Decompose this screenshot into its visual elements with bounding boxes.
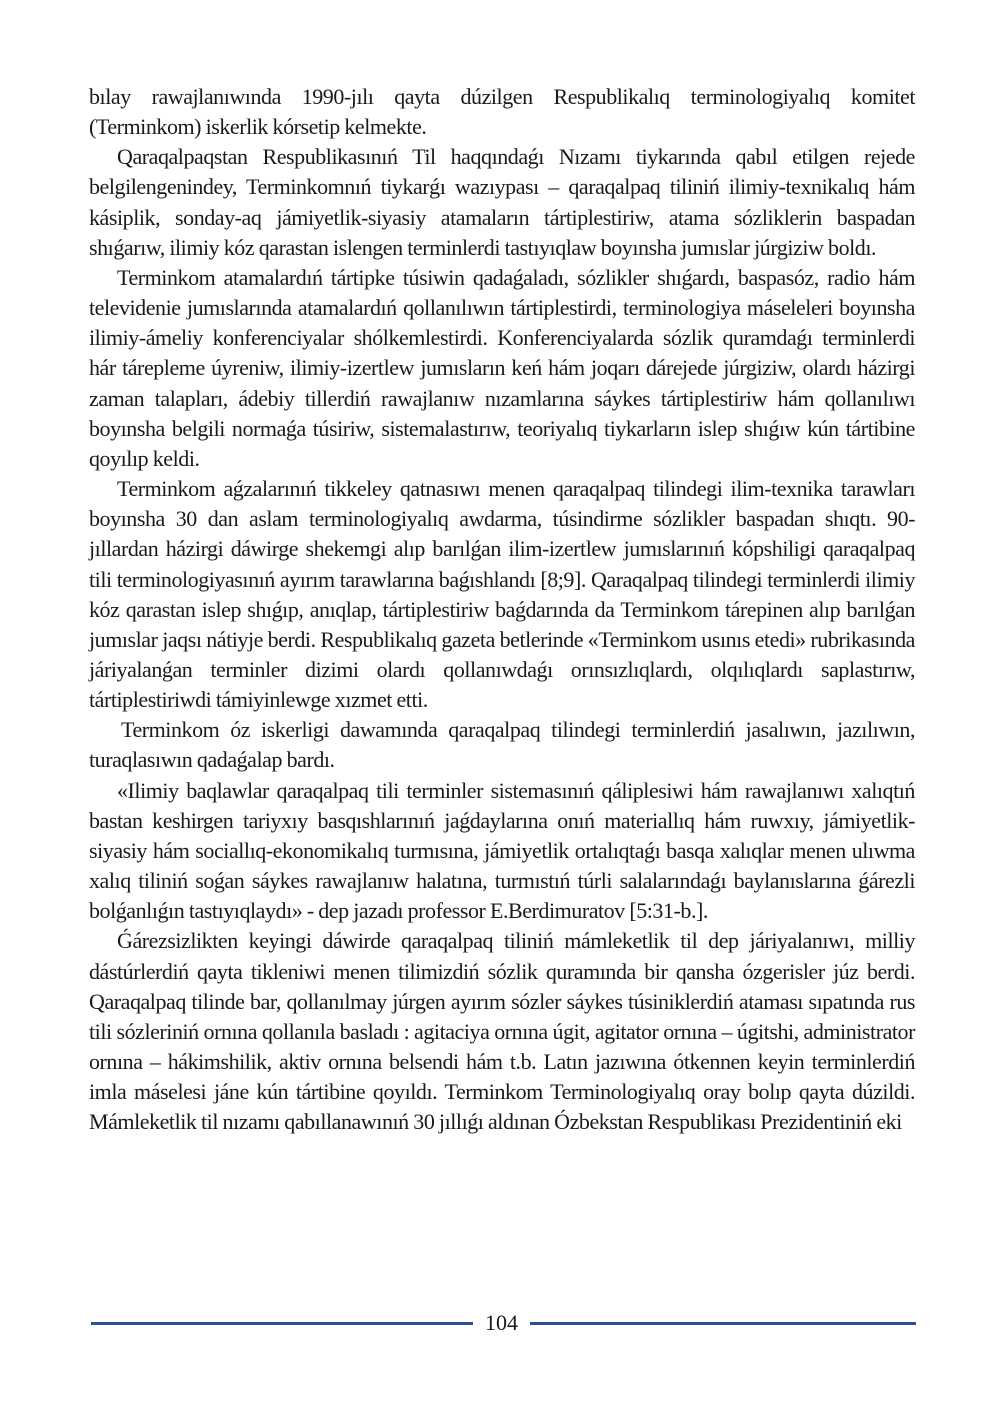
paragraph-terminkom-activities: Terminkom atamalardıń tártipke túsiwin qadaǵaladı, sózlikler shıǵardı, baspasóz, radio hám televidenie jumıslarında atamalardıń qollanılıwın tártiplestirdi, terminologiya máseleleri boyınsha ilimiy-ámeliy konferenciyalar shólkemlestirdi. Konferenciyalarda sózlik quramdaǵı terminlerdi hár tárepleme úyreniw, ilimiy-izertlew jumısların keń hám joqarı dárejede júrgiziw, olardı házirgi zaman talapları, ádebiy tillerdiń rawajlanıw nızamlarına sáykes tártiplestiriw hám qollanılıwı boyınsha belgili normaǵa túsiriw, sistemalastırıw, teoriyalıq tiykarların islep shıǵıw kún tártibine qoyılıp keldi.: [89, 264, 915, 471]
paragraph-independence: Ǵárezsizlikten keyingi dáwirde qaraqalpaq tiliniń mámleketlik til dep járiyalanıwı, milliy dástúrlerdiń qayta tikleniwi menen tilimizdiń sózlik quramında bir qansha ózgerisler júz berdi. Qaraqalpaq tilinde bar, qollanılmay júrgen ayırım sózler sáykes túsiniklerdiń ataması sıpatında rus tili sózleriniń ornına qollanıla basladı : agitaciya ornına úgit, agitator ornına – úgitshi, administrator ornına – hákimshilik, aktiv ornına belsendi hám t.b. Latın jazıwına ótkennen keyin terminlerdiń imla máselesi jáne kún tártibine qoyıldı. Terminkom Terminologiyalıq oray bolıp qayta dúzildi. Mámleketlik til nızamı qabıllanawınıń 30 jıllıǵı aldınan Ózbekstan Respublikası Prezidentiniń eki: [89, 928, 915, 1135]
paragraph-oversight: Terminkom óz iskerligi dawamında qaraqalpaq tilindegi terminlerdiń jasalıwın, jazılıwın, turaqlasıwın qadaǵalap bardı.: [89, 717, 915, 773]
paragraph-quote: «Ilimiy baqlawlar qaraqalpaq tili terminler sistemasınıń qáliplesiwi hám rawajlanıwı xalıqtıń bastan keshirgen tariyxıy basqıshlarınıń jaǵdaylarına onıń materiallıq hám ruwxıy, jámiyetlik-siyasiy hám sociallıq-ekonomikalıq turmısına, jámiyetlik ortalıqtaǵı basqa xalıqlar menen ulıwma xalıq tiliniń soǵan sáykes rawajlanıw halatına, turmıstıń túrli salalarındaǵı baylanıslarına ǵárezli bolǵanlıǵın tastıyıqlaydı» - dep jazadı professor E.Berdimuratov [5:31-b.].: [89, 777, 915, 924]
page-number: 104: [485, 1310, 518, 1335]
paragraph-continuation: bılay rawajlanıwında 1990-jılı qayta dúzilgen Respublikalıq terminologiyalıq komitet (Terminkom) iskerlik kórsetip kelmekte.: [89, 84, 915, 140]
body-text: [89, 82, 915, 1137]
footer-rule-left: [91, 1322, 473, 1325]
paragraph-terminkom-task: Qaraqalpaqstan Respublikasınıń Til haqqındaǵı Nızamı tiykarında qabıl etilgen rejede belgilengenindey, Terminkomnıń tiykarǵı wazıypası – qaraqalpaq tiliniń ilimiy-texnikalıq hám kásiplik, sonday-aq jámiyetlik-siyasiy atamaların tártiplestiriw, atama sózliklerin baspadan shıǵarıw, ilimiy kóz qarastan islengen terminlerdi tastıyıqlaw boyınsha jumıslar júrgiziw boldı.: [89, 144, 915, 260]
footer-rule-right: [530, 1322, 916, 1325]
paragraph-dictionaries: Terminkom aǵzalarınıń tikkeley qatnasıwı menen qaraqalpaq tilindegi ilim-texnika tarawları boyınsha 30 dan aslam terminologiyalıq awdarma, túsindirme sózlikler baspadan shıqtı. 90-jıllardan házirgi dáwirge shekemgi alıp barılǵan ilim-izertlew jumıslarınıń kópshiligi qaraqalpaq tili terminologiyasınıń ayırım tarawlarına baǵıshlandı [8;9]. Qaraqalpaq tilindegi terminlerdi ilimiy kóz qarastan islep shıǵıp, anıqlap, tártiplestiriw baǵdarında da Terminkom tárepinen alıp barılǵan jumıslar jaqsı nátiyje berdi. Respublikalıq gazeta betlerinde «Terminkom usınıs etedi» rubrikasında járiyalanǵan terminler dizimi olardı qollanıwdaǵı orınsızlıqlardı, olqılıqlardı saplastırıw, tártiplestiriwdi támiyinlewge xızmet etti.: [89, 476, 915, 713]
